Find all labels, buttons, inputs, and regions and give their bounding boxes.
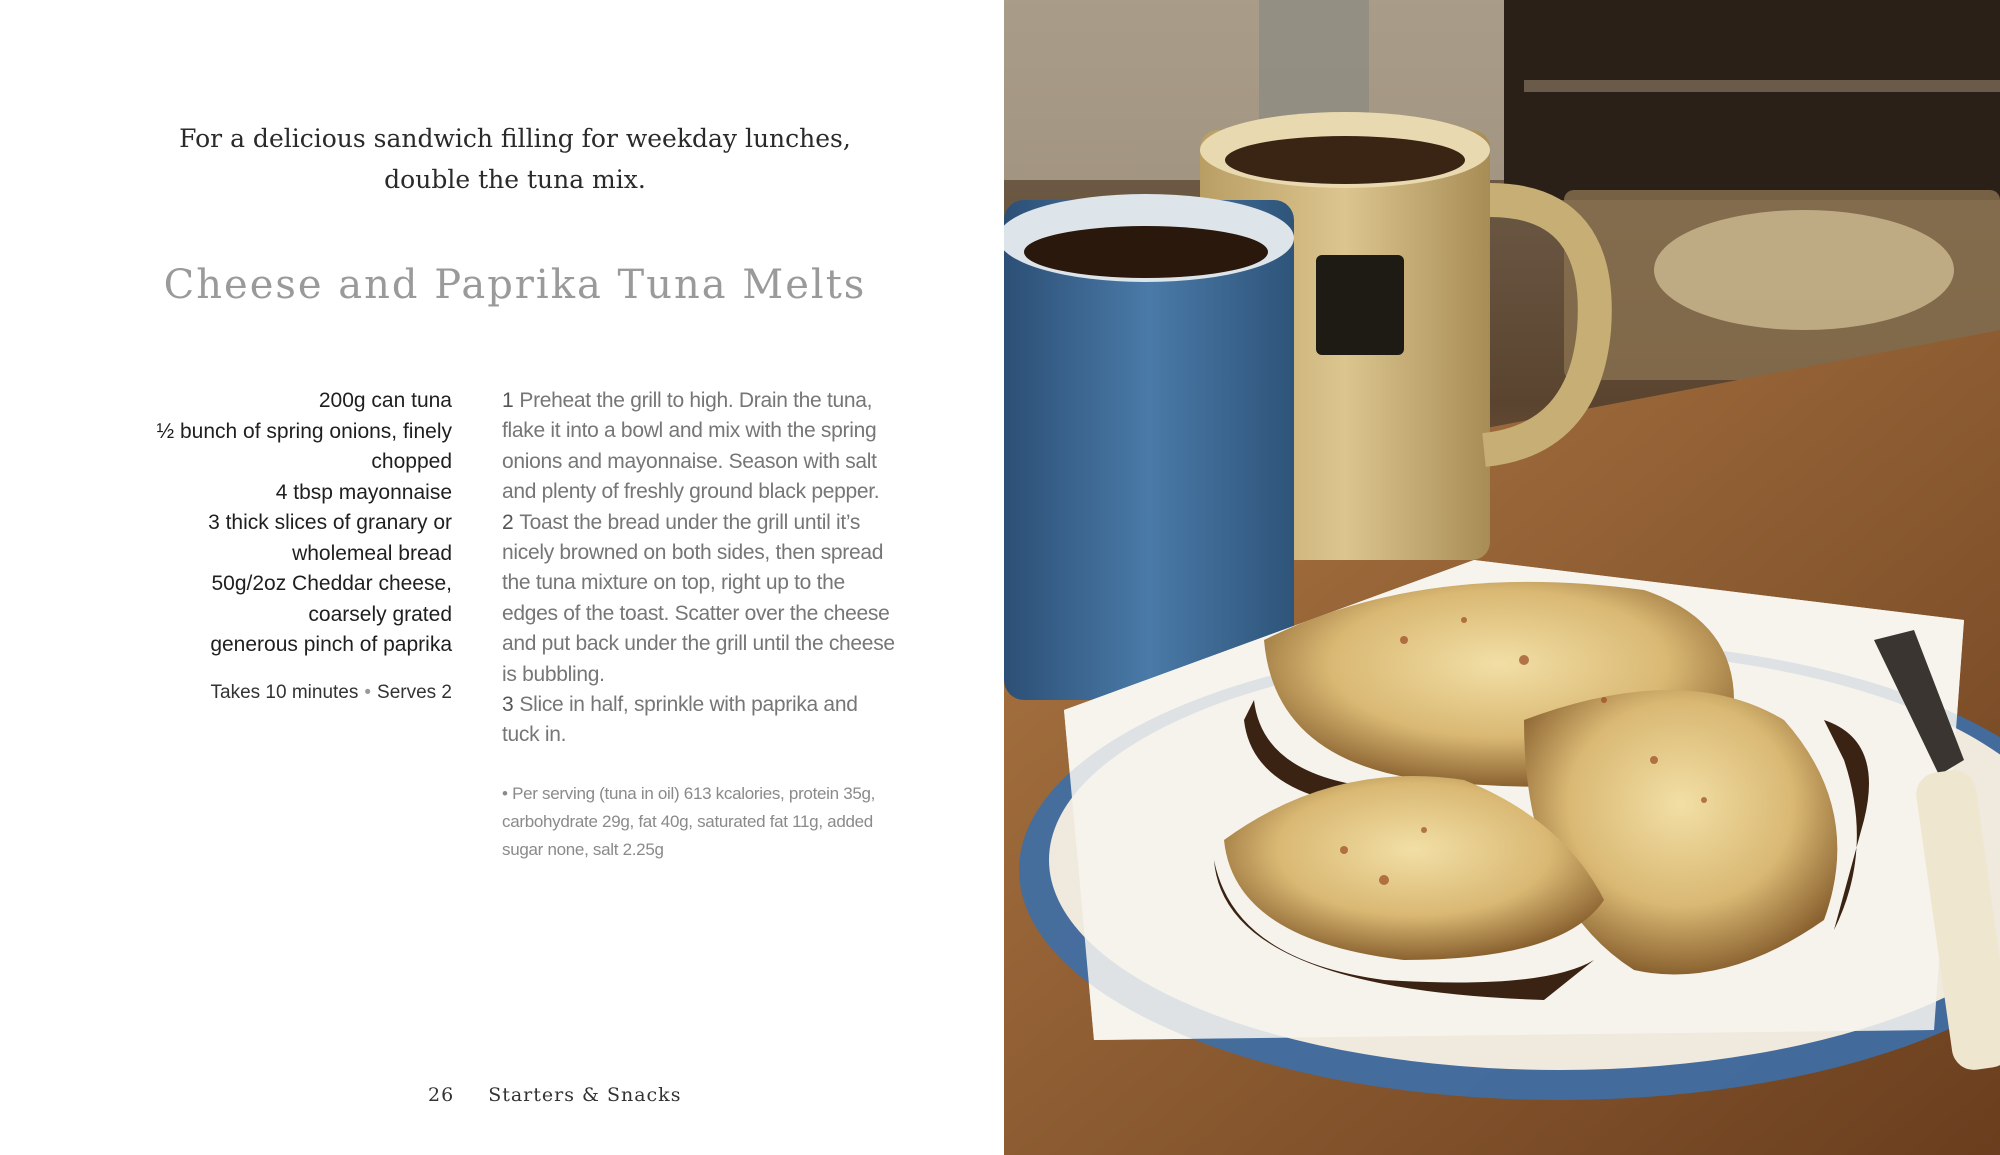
ingredient-line: generous pinch of paprika [210,633,452,656]
nutrition-info [502,780,932,864]
page-number: 26 [428,1084,455,1106]
ingredient-line: 4 tbsp mayonnaise [275,480,452,504]
intro-line-1: For a delicious sandwich filling for weekday lunches, [179,124,851,153]
tea-bag-tag [1316,255,1404,355]
method-line [502,477,922,507]
meta-bullet: • [364,682,372,703]
prep-time: Takes 10 minutes [210,682,359,703]
step-text: edges of the toast. Scatter over the cheese [502,601,890,625]
method-line [502,416,922,446]
method-line [502,629,922,659]
ingredient-line: chopped [371,450,452,473]
ingredient-line: 50g/2oz Cheddar cheese, [211,572,452,595]
food-photo [1004,0,2000,1155]
method-line [502,386,922,416]
photo-illustration [1004,0,2000,1155]
intro-line-2: double the tuna mix. [384,165,646,194]
page-footer [428,1084,681,1106]
oven-shape [1504,0,2000,200]
step-text: the tuna mixture on top, right up to the [502,571,845,595]
step-number: 1 [502,389,514,412]
grill-rack [1524,80,2000,92]
recipe-title: Cheese and Paprika Tuna Melts [163,262,867,308]
nutrition-line: • Per serving (tuna in oil) 613 kcalories, protein 35g, [502,784,876,803]
method-line [502,599,922,629]
method-line [502,508,922,538]
background-toast [1654,210,1954,330]
intro-text [150,118,880,200]
step-number: 2 [502,510,514,534]
ingredient-line: ½ bunch of spring onions, finely [156,419,452,443]
method-line [502,447,922,477]
serves: Serves 2 [377,682,452,703]
method-line [502,720,922,750]
ingredient-line: coarsely grated [308,602,452,626]
ingredient-line: 3 thick slices of granary or [208,511,452,534]
step-text: and plenty of freshly ground black pepper. [502,480,880,504]
method-steps [502,386,922,751]
method-line [502,690,922,720]
section-name: Starters & Snacks [488,1084,682,1106]
step-text: tuck in. [502,723,567,747]
step-text: and put back under the grill until the cheese [502,632,895,656]
tea-surface [1024,226,1268,278]
tea-surface [1225,136,1465,184]
ingredients-list [120,386,452,661]
nutrition-line: carbohydrate 29g, fat 40g, saturated fat 11g, added [502,812,873,831]
step-text: is bubbling. [502,662,605,686]
step-text: nicely browned on both sides, then spread [502,541,884,565]
method-line [502,538,922,568]
ingredient-line: wholemeal bread [292,541,452,565]
step-text: Toast the bread under the grill until it’s [519,510,861,534]
step-text: Slice in half, sprinkle with paprika and [519,693,858,717]
step-text: Preheat the grill to high. Drain the tuna, [519,389,873,412]
method-line [502,568,922,598]
ingredient-line: 200g can tuna [318,389,452,412]
method-line [502,660,922,690]
nutrition-line: sugar none, salt 2.25g [502,840,664,859]
recipe-meta [120,682,452,704]
step-number: 3 [502,693,514,717]
step-text: onions and mayonnaise. Season with salt [502,449,877,473]
step-text: flake it into a bowl and mix with the spring [502,419,877,443]
